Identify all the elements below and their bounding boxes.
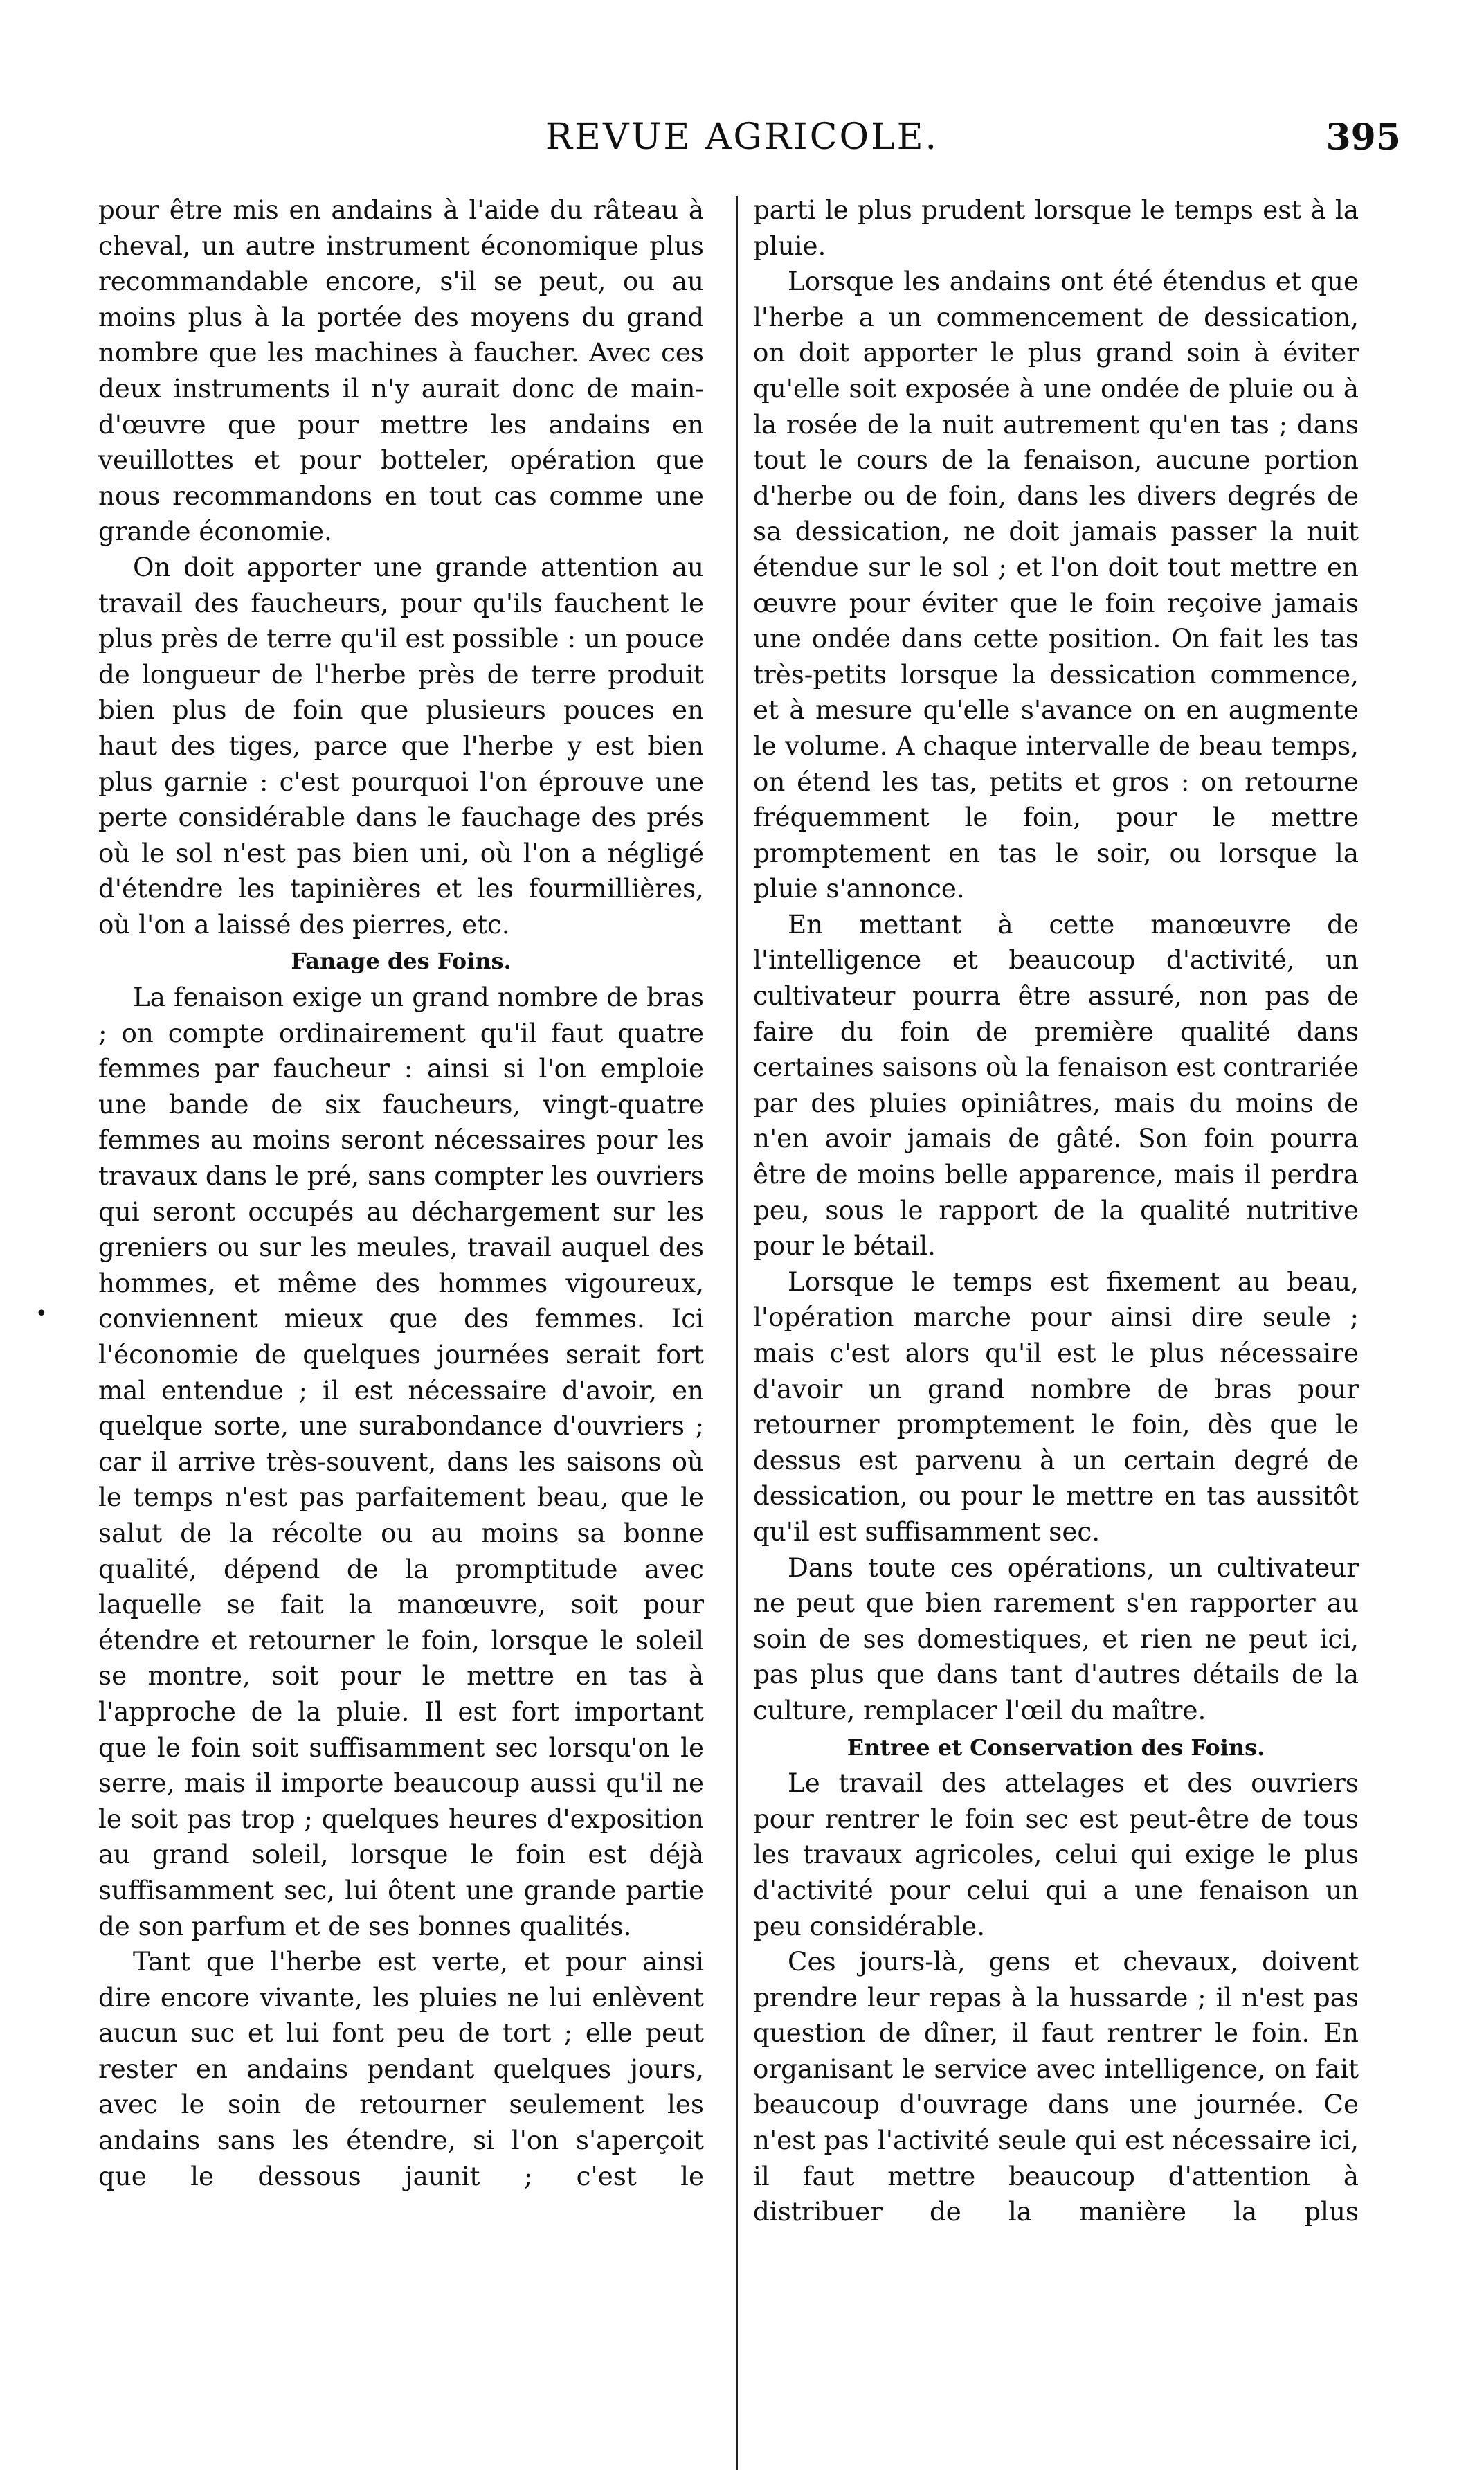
section-heading: Fanage des Foins. [291, 948, 512, 975]
right-column [753, 192, 1359, 2230]
paragraph: Tant que l'herbe est verte, et pour ainsi dire encore vivante, les pluies ne lui enlèvent aucun suc et lui font peu de tort ; elle peut rester en andains pendant quelques jours, avec le soin de retourner seulement les andains sans les étendre, si l'on s'aperçoit que le dessous jaunit ; c'est le [98, 1946, 704, 2191]
left-column [98, 192, 704, 2194]
paragraph: On doit apporter une grande attention au travail des faucheurs, pour qu'ils fauchent le plus près de terre qu'il est possible : un pouce de longueur de l'herbe près de terre produit bien plus de foin que plusieurs pouces en haut des tiges, parce que l'herbe y est bien plus garnie : c'est pourquoi l'on éprouve une perte considérable dans le fauchage des prés où le sol n'est pas bien uni, où l'on a négligé d'étendre les tapinières et les fourmillières, où l'on a laissé des pierres, etc. [98, 551, 704, 940]
paragraph: parti le plus prudent lorsque le temps est à la pluie. [753, 195, 1359, 261]
paragraph: Lorsque le temps est fixement au beau, l'opération marche pour ainsi dire seule ; mais c'est alors qu'il est le plus nécessaire d'avoir un grand nombre de bras pour retourner promptement le foin, dès que le dessus est parvenu à un certain degré de dessication, ou pour le mettre en tas aussitôt qu'il est suffisamment sec. [753, 1266, 1359, 1547]
page-number: 395 [1325, 116, 1401, 159]
section-heading: Entree et Conservation des Foins. [847, 1734, 1265, 1761]
margin-mark: • [35, 1302, 48, 1326]
paragraph: Ces jours-là, gens et chevaux, doivent prendre leur repas à la hussarde ; il n'est pas question de dîner, il faut rentrer le foin. En organisant le service avec intelligence, on fait beaucoup d'ouvrage dans une journée. Ce n'est pas l'activité seule qui est nécessaire ici, il faut mettre beaucoup d'attention à distribuer de la manière la plus [753, 1946, 1359, 2227]
paragraph: Dans toute ces opérations, un cultivateur ne peut que bien rarement s'en rapporter au soin de ses domestiques, et rien ne peut ici, pas plus que dans tant d'autres détails de la culture, remplacer l'œil du maître. [753, 1552, 1359, 1725]
column-divider [736, 196, 738, 2470]
paragraph: Le travail des attelages et des ouvriers pour rentrer le foin sec est peut-être de tous les travaux agricoles, celui qui exige le plus d'activité pour celui qui a une fenaison un peu considérable. [753, 1768, 1359, 1941]
page-header [0, 116, 1484, 179]
paragraph: En mettant à cette manœuvre de l'intelligence et beaucoup d'activité, un cultivateur pourra être assuré, non pas de faire du foin de première qualité dans certaines saisons où la fenaison est contrariée par des pluies opiniâtres, mais du moins de n'en avoir jamais de gâté. Son foin pourra être de moins belle apparence, mais il perdra peu, sous le rapport de la qualité nutritive pour le bétail. [753, 908, 1359, 1262]
paragraph: La fenaison exige un grand nombre de bras ; on compte ordinairement qu'il faut quatre femmes par faucheur : ainsi si l'on emploie une bande de six faucheurs, vingt-quatre femmes au moins seront nécessaires pour les travaux dans le pré, sans compter les ouvriers qui seront occupés au déchargement sur les greniers ou sur les meules, travail auquel des hommes, et même des hommes vigoureux, conviennent mieux que des femmes. Ici l'économie de quelques journées serait fort mal entendue ; il est nécessaire d'avoir, en quelque sorte, une surabondance d'ouvriers ; car il arrive très-souvent, dans les saisons où le temps n'est pas parfaitement beau, que le salut de la récolte ou au moins sa bonne qualité, dépend de la promptitude avec laquelle se fait la manœuvre, soit pour étendre et retourner le foin, lorsque le soleil se montre, soit pour le mettre en tas à l'approche de la pluie. Il est fort important que le foin soit suffisamment sec lorsqu'on le serre, mais il importe beaucoup aussi qu'il ne le soit pas trop ; quelques heures d'exposition au grand soleil, lorsque le foin est déjà suffisamment sec, lui ôtent une grande partie de son parfum et de ses bonnes qualités. [98, 982, 704, 1941]
paragraph: pour être mis en andains à l'aide du râteau à cheval, un autre instrument économique plus recommandable encore, s'il se peut, ou au moins plus à la portée des moyens du grand nombre que les machines à faucher. Avec ces deux instruments il n'y aurait donc de main-d'œuvre que pour mettre les andains en veuillottes et pour botteler, opération que nous recommandons en tout cas comme une grande économie. [98, 195, 704, 547]
paragraph: Lorsque les andains ont été étendus et que l'herbe a un commencement de dessication, on doit apporter le plus grand soin à éviter qu'elle soit exposée à une ondée de pluie ou à la rosée de la nuit autrement qu'en tas ; dans tout le cours de la fenaison, aucune portion d'herbe ou de foin, dans les divers degrés de sa dessication, ne doit jamais passer la nuit étendue sur le sol ; et l'on doit tout mettre en œuvre pour éviter que le foin reçoive jamais une ondée dans cette position. On fait les tas très-petits lorsque la dessication commence, et à mesure qu'elle s'avance on en augmente le volume. A chaque intervalle de beau temps, on étend les tas, petits et gros : on retourne fréquemment le foin, pour le mettre promptement en tas le soir, ou lorsque la pluie s'annonce. [753, 266, 1359, 904]
running-title: REVUE AGRICOLE. [545, 116, 939, 158]
